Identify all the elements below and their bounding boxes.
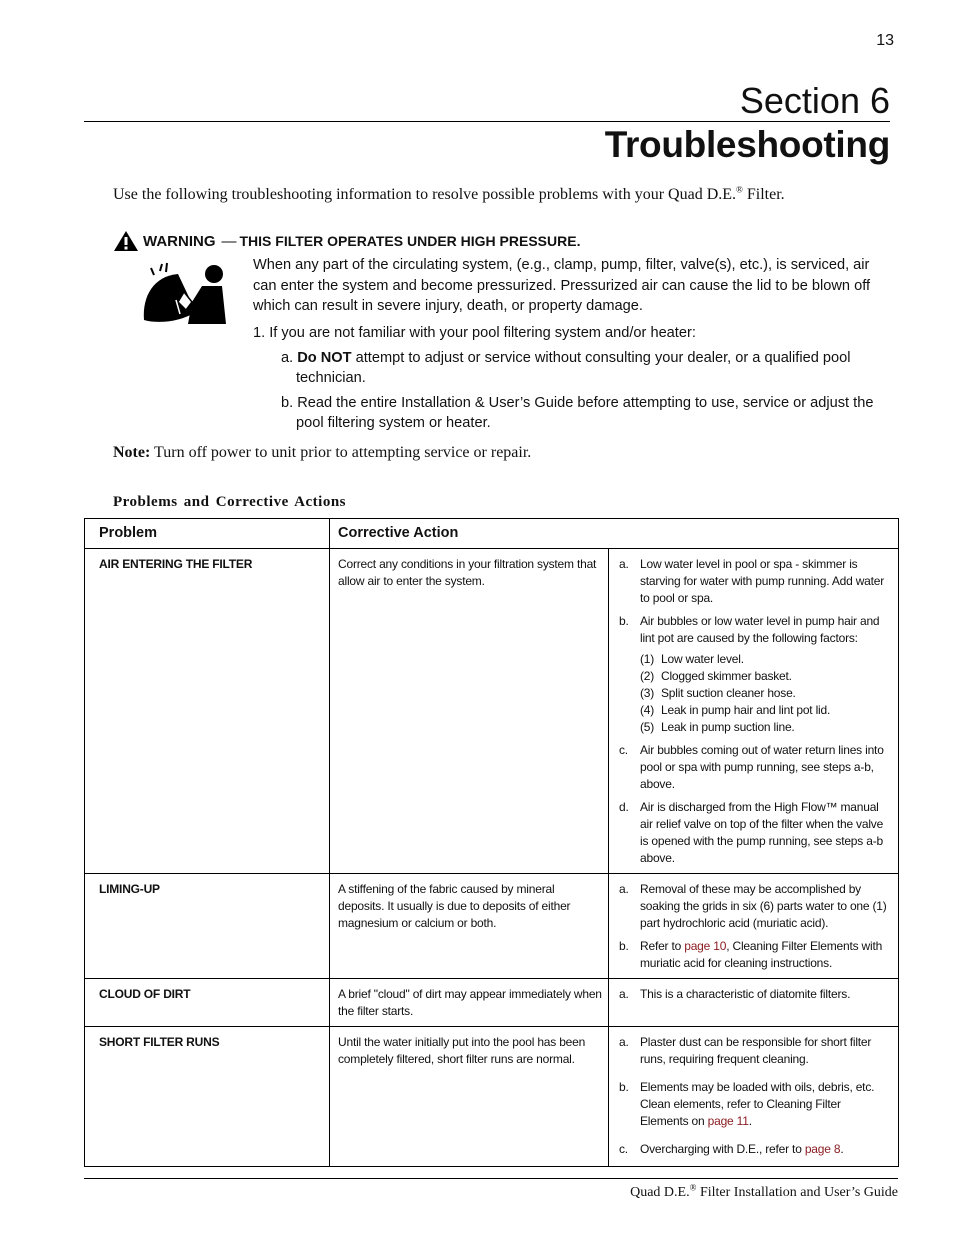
action-item [619,613,892,736]
warning-dash: — [221,232,237,250]
action-text: This is a characteristic of diatomite filters. [640,987,851,1001]
action-item [619,1141,892,1158]
action-letter: a. [619,1035,629,1049]
factor-item [640,651,892,668]
action-text [640,613,892,736]
page-link[interactable]: page 11 [707,1114,749,1128]
action-text-pre: Overcharging with D.E., refer to [640,1142,805,1156]
factor-item [640,668,892,685]
column-header-corrective-action: Corrective Action [330,519,899,549]
action-item [619,938,892,972]
action-letter: a. [619,882,629,896]
warning-item-b: b. Read the entire Installation & User’s Guide before attempting to use, service or adjust the pool filtering system or heater. [281,394,874,431]
table-row [85,874,899,979]
action-letter: c. [619,1142,628,1156]
factor-item [640,685,892,702]
action-text: Low water level in pool or spa - skimmer is starving for water with pump running. Add water to pool or spa. [640,557,885,605]
factor-text: Clogged skimmer basket. [661,669,792,683]
section-title: Troubleshooting [604,124,890,165]
factor-text: Split suction cleaner hose. [661,686,796,700]
factor-list [640,651,892,736]
factor-item [640,702,892,719]
item-a-text: attempt to adjust or service without consulting your dealer, or a qualified pool technician. [296,349,851,386]
item-a-prefix: a. [281,349,298,366]
table-heading: Problems and Corrective Actions [113,494,347,510]
description-cell: A stiffening of the fabric caused by mineral deposits. It usually is due to deposits of either magnesium or calcium or both. [330,874,609,979]
action-cell [609,1027,899,1167]
action-letter: b. [619,939,629,953]
problem-cell: LIMING-UP [85,874,330,979]
troubleshooting-table [84,518,898,1167]
action-item [619,799,892,867]
table-header-row [85,519,899,549]
footer-text: Quad D.E. [630,1185,690,1200]
action-text [640,938,892,972]
note [113,444,531,462]
action-text-post: . [840,1142,844,1156]
action-text-pre: Refer to [640,939,685,953]
intro-text-end: Filter. [742,186,785,203]
action-text-pre: Elements may be loaded with oils, debris, etc. Clean elements, refer to Cleaning Filter Elements on [640,1080,875,1128]
problem-cell: AIR ENTERING THE FILTER [85,549,330,874]
action-letter: b. [619,614,629,628]
table-row [85,549,899,874]
warning-body: When any part of the circulating system, (e.g., clamp, pump, filter, valve(s), etc.), is serviced, air can enter the system and become pressurized. Pressurized air can cause the lid to be blown off which can result in severe injury, death, or property damage. [253,257,871,314]
action-cell [609,874,899,979]
action-text [640,1141,892,1158]
registered-mark: ® [736,184,743,195]
intro-text: Use the following troubleshooting information to resolve possible problems with your Quad D.E. [113,186,737,203]
warning-header [113,230,580,252]
description-cell: Correct any conditions in your filtration system that allow air to enter the system. [330,549,609,874]
factor-number: (4) [640,703,655,717]
column-header-problem: Problem [85,519,330,549]
action-letter: a. [619,987,629,1001]
table-row [85,979,899,1027]
action-letter: d. [619,800,629,814]
factor-number: (3) [640,686,655,700]
action-cell [609,979,899,1027]
action-text-post: . [748,1114,752,1128]
footer-divider [84,1178,898,1179]
warning-item-1: 1. If you are not familiar with your pool filtering system and/or heater: [253,325,696,341]
action-item [619,986,892,1003]
warning-label: WARNING [143,232,216,250]
action-text: Plaster dust can be responsible for short filter runs, requiring frequent cleaning. [640,1035,872,1066]
factor-text: Leak in pump hair and lint pot lid. [661,703,831,717]
item-a-emphasis: Do NOT [297,349,352,366]
note-text: Turn off power to unit prior to attempting service or repair. [150,444,532,461]
factor-number: (2) [640,669,655,683]
action-letter: b. [619,1080,629,1094]
action-item [619,1079,892,1130]
action-item [619,1034,892,1068]
factor-item [640,719,892,736]
action-item [619,556,892,607]
registered-mark: ® [689,1182,697,1193]
lid-blown-off-icon [140,262,230,326]
intro-paragraph [113,186,785,204]
action-text: Removal of these may be accomplished by soaking the grids in six (6) parts water to one (1) part hydrochloric acid (muriatic acid). [640,882,887,930]
note-label: Note: [113,444,151,461]
footer [630,1182,898,1201]
factor-text: Leak in pump suction line. [661,720,795,734]
action-text-main: Air bubbles or low water level in pump hair and lint pot are caused by the following factors: [640,614,880,645]
title-divider [84,121,890,122]
page-link[interactable]: page 10 [684,939,727,953]
warning-caption: THIS FILTER OPERATES UNDER HIGH PRESSURE. [239,233,581,249]
description-cell: A brief "cloud" of dirt may appear immediately when the filter starts. [330,979,609,1027]
action-text-post: , Cleaning Filter Elements with muriatic acid for cleaning instructions. [640,939,883,970]
action-letter: a. [619,557,629,571]
action-item [619,742,892,793]
warning-triangle-icon [113,230,139,252]
action-text: Air bubbles coming out of water return lines into pool or spa with pump running, see steps a-b, above. [640,743,884,791]
page-link[interactable]: page 8 [804,1142,841,1156]
problem-cell: CLOUD OF DIRT [85,979,330,1027]
description-cell: Until the water initially put into the pool has been completely filtered, short filter runs are normal. [330,1027,609,1167]
warning-item-a [281,348,893,389]
factor-number: (1) [640,652,655,666]
action-item [619,881,892,932]
table-row [85,1027,899,1167]
action-cell [609,549,899,874]
factor-number: (5) [640,720,655,734]
section-number: Section 6 [739,80,890,121]
action-text: Air is discharged from the High Flow™ manual air relief valve on top of the filter when the valve is opened with the pump running, see steps a-b above. [640,800,884,865]
page-number: 13 [876,32,894,49]
warning-instructions [253,323,893,434]
action-text [640,1079,892,1130]
footer-text-end: Filter Installation and User’s Guide [696,1185,898,1200]
factor-text: Low water level. [661,652,744,666]
action-letter: c. [619,743,628,757]
problem-cell: SHORT FILTER RUNS [85,1027,330,1167]
